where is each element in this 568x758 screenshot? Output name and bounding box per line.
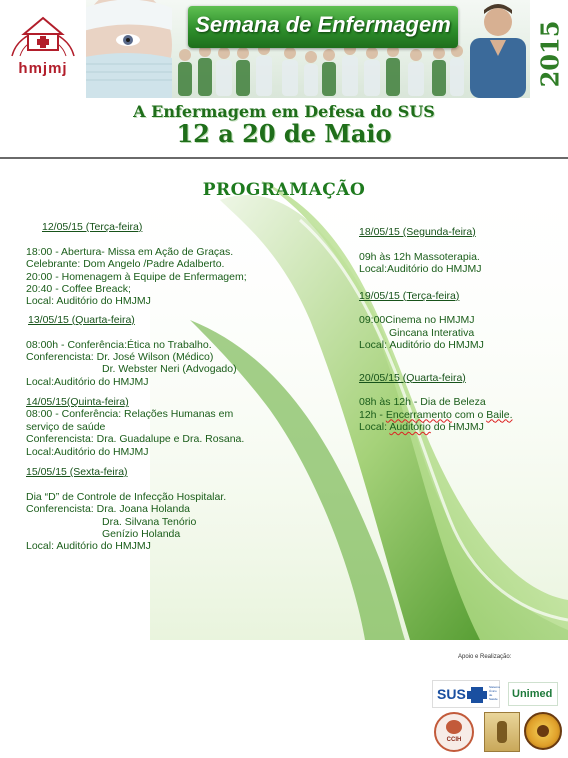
hospital-logo-text: hmjmj [18, 60, 68, 77]
schedule-item: 09:00Cinema no HMJMJ [359, 314, 475, 327]
schedule-date: 13/05/15 (Quarta-feira) [28, 313, 135, 326]
banner-title: Semana de Enfermagem [195, 12, 451, 37]
schedule-item: 09h às 12h Massoterapia. [359, 250, 480, 263]
council-seal [524, 712, 562, 750]
schedule-item: 18:00 - Abertura- Missa em Ação de Graças. [26, 245, 234, 258]
schedule-item: Dia “D” de Controle de Infecção Hospitalar. [26, 490, 227, 503]
event-dates: 12 a 20 de Maio [176, 119, 392, 148]
schedule-location: Local:Auditório do HMJMJ [26, 445, 149, 458]
ccih-logo: CCIH [434, 712, 474, 752]
schedule-location: Local: Auditório do HMJMJ [359, 421, 484, 434]
schedule-date: 20/05/15 (Quarta-feira) [359, 371, 466, 384]
nursing-emblem [484, 712, 520, 752]
schedule-location: Local: Auditório do HMJMJ [359, 339, 484, 352]
schedule-item: Dra. Silvana Tenório [102, 515, 197, 528]
schedule-right-column [359, 226, 559, 433]
schedule-date: 18/05/15 (Segunda-feira) [359, 226, 476, 238]
schedule-item: 08h às 12h - Dia de Beleza [359, 396, 486, 409]
schedule-location: Local: Auditório do HMJMJ [26, 295, 151, 308]
schedule-item: 12h - Encerramento com o Baile. [359, 408, 513, 421]
schedule-date: 15/05/15 (Sexta-feira) [26, 466, 128, 479]
schedule-item: Conferencista: Dra. Joana Holanda [26, 503, 191, 516]
schedule-item: 20:40 - Coffee Breack; [26, 282, 131, 295]
schedule-item: Genízio Holanda [102, 527, 181, 540]
event-subtitle: A Enfermagem em Defesa do SUS [133, 102, 435, 121]
schedule-item: Dr. Webster Neri (Advogado) [102, 363, 237, 376]
schedule-item: 20:00 - Homenagem à Equipe de Enfermagem; [26, 270, 247, 283]
schedule-item: Conferencista: Dra. Guadalupe e Dra. Rosana. [26, 433, 245, 446]
header-divider [0, 157, 568, 159]
schedule-item: serviço de saúde [26, 420, 106, 433]
schedule-item: Conferencista: Dr. José Wilson (Médico) [26, 350, 214, 363]
schedule-item: 08:00h - Conferência:Ética no Trabalho. [26, 338, 212, 351]
schedule-date: 19/05/15 (Terça-feira) [359, 289, 460, 302]
schedule-date: 12/05/15 (Terça-feira) [42, 221, 143, 233]
sus-logo: SUS Sistema Único de Saúde [432, 680, 500, 708]
schedule-left-column [26, 221, 326, 553]
schedule-location: Local:Auditório do HMJMJ [359, 263, 482, 276]
unimed-logo: Unimed [508, 682, 558, 706]
year-label: 2015 [535, 20, 565, 88]
schedule-item: Gincana Interativa [389, 326, 475, 339]
schedule-location: Local: Auditório do HMJMJ [26, 540, 151, 553]
schedule-item: 08:00 - Conferência: Relações Humanas em [26, 408, 234, 421]
schedule-date: 14/05/15(Quinta-feira) [26, 396, 129, 409]
sponsors-label: Apoio e Realização: [458, 654, 512, 660]
schedule-item: Celebrante: Dom Angelo /Padre Adalberto. [26, 258, 225, 271]
program-title: PROGRAMAÇÃO [202, 180, 366, 200]
schedule-location: Local:Auditório do HMJMJ [26, 375, 149, 388]
